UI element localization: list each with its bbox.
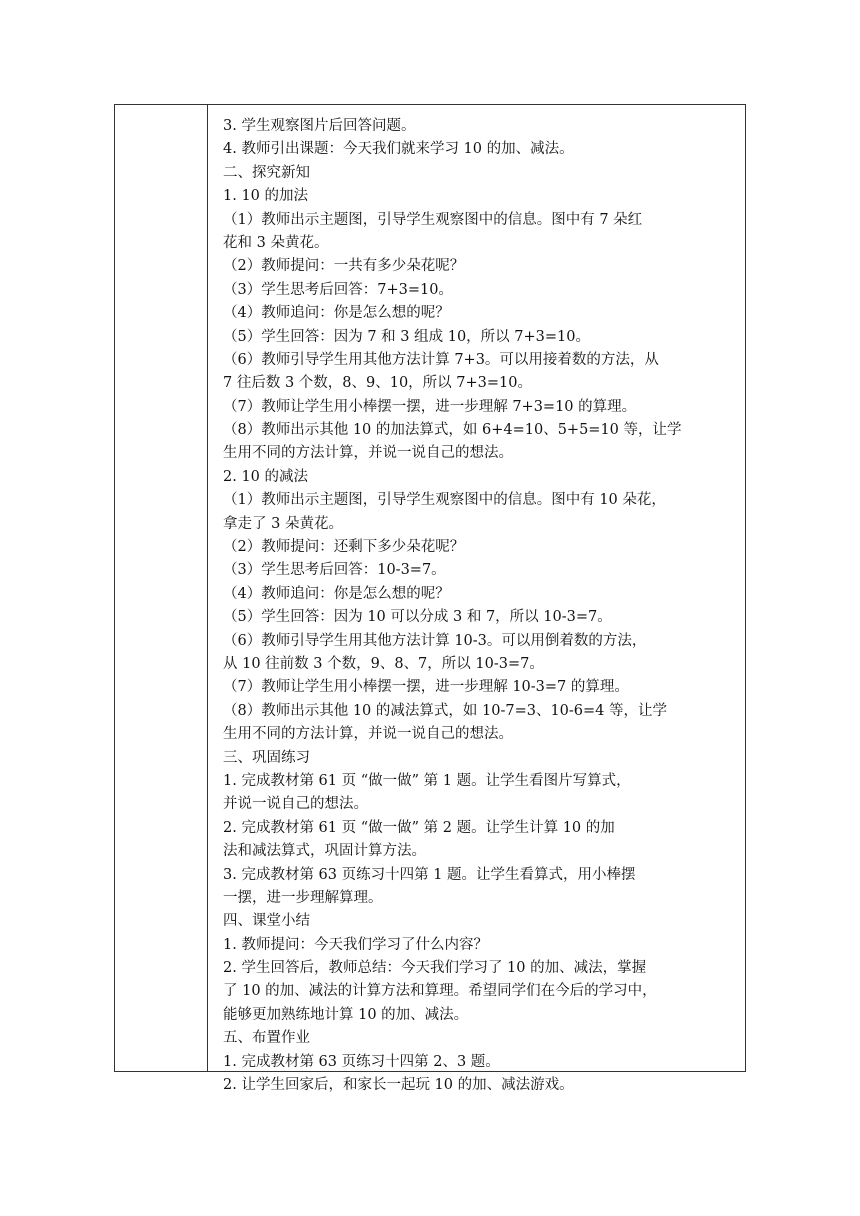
content-line: 2. 完成教材第 61 页 “做一做” 第 2 题。让学生计算 10 的加 bbox=[223, 819, 615, 836]
lesson-content bbox=[223, 115, 737, 1097]
content-line: （1）教师出示主题图，引导学生观察图中的信息。图中有 10 朵花， bbox=[223, 492, 666, 509]
content-line: 3. 完成教材第 63 页练习十四第 1 题。让学生看算式，用小棒摆 bbox=[223, 866, 636, 883]
subsection-heading: 2. 10 的减法 bbox=[223, 468, 309, 485]
table-content-cell bbox=[116, 105, 745, 1094]
content-line: 1. 完成教材第 61 页 “做一做” 第 1 题。让学生看图片写算式， bbox=[223, 772, 631, 789]
content-line: （2）教师提问：还剩下多少朵花呢？ bbox=[223, 539, 465, 556]
section-heading: 二、探究新知 bbox=[223, 164, 310, 181]
content-line: （4）教师追问：你是怎么想的呢？ bbox=[223, 585, 450, 602]
subsection-heading: 1. 10 的加法 bbox=[223, 188, 309, 205]
content-line: （6）教师引导学生用其他方法计算 7+3。可以用接着数的方法，从 bbox=[223, 351, 659, 368]
content-line: 花和 3 朵黄花。 bbox=[223, 234, 329, 251]
content-line: （5）学生回答：因为 7 和 3 组成 10，所以 7+3=10。 bbox=[223, 328, 590, 345]
content-line: 2. 学生回答后，教师总结：今天我们学习了 10 的加、减法，掌握 bbox=[223, 960, 647, 977]
content-line: （1）教师出示主题图，引导学生观察图中的信息。图中有 7 朵红 bbox=[223, 211, 643, 228]
content-line: 3. 学生观察图片后回答问题。 bbox=[223, 118, 416, 134]
content-line: 1. 完成教材第 63 页练习十四第 2、3 题。 bbox=[223, 1053, 500, 1070]
content-line: 能够更加熟练地计算 10 的加、减法。 bbox=[223, 1006, 469, 1023]
content-line: 生用不同的方法计算，并说一说自己的想法。 bbox=[223, 445, 513, 462]
content-line: （7）教师让学生用小棒摆一摆，进一步理解 10-3=7 的算理。 bbox=[223, 679, 629, 696]
content-line: 拿走了 3 朵黄花。 bbox=[223, 515, 343, 532]
content-line: （5）学生回答：因为 10 可以分成 3 和 7，所以 10-3=7。 bbox=[223, 609, 612, 626]
section-heading: 五、布置作业 bbox=[223, 1030, 310, 1047]
content-line: （4）教师追问：你是怎么想的呢？ bbox=[223, 305, 450, 322]
content-line: 生用不同的方法计算，并说一说自己的想法。 bbox=[223, 726, 513, 743]
content-line: （6）教师引导学生用其他方法计算 10-3。可以用倒着数的方法， bbox=[223, 632, 647, 649]
content-line: 从 10 往前数 3 个数，9、8、7，所以 10-3=7。 bbox=[223, 655, 544, 672]
section-heading: 四、课堂小结 bbox=[223, 913, 310, 930]
content-line: 1. 教师提问：今天我们学习了什么内容？ bbox=[223, 936, 488, 953]
lesson-plan-table bbox=[114, 104, 746, 1094]
content-line: （2）教师提问：一共有多少朵花呢？ bbox=[223, 258, 465, 275]
section-heading: 三、巩固练习 bbox=[223, 749, 310, 766]
content-line: （7）教师让学生用小棒摆一摆，进一步理解 7+3=10 的算理。 bbox=[223, 398, 637, 415]
content-line: 7 往后数 3 个数，8、9、10，所以 7+3=10。 bbox=[223, 375, 532, 392]
content-line: 一摆，进一步理解算理。 bbox=[223, 889, 383, 906]
content-line: （8）教师出示其他 10 的减法算式，如 10-7=3、10-6=4 等，让学 bbox=[223, 702, 668, 719]
content-line: 法和减法算式，巩固计算方法。 bbox=[223, 843, 426, 860]
content-line: 并说一说自己的想法。 bbox=[223, 796, 368, 813]
content-line: 2. 让学生回家后，和家长一起玩 10 的加、减法游戏。 bbox=[223, 1077, 574, 1094]
content-line: （8）教师出示其他 10 的加法算式，如 6+4=10、5+5=10 等，让学 bbox=[223, 422, 682, 439]
content-line: （3）学生思考后回答：10-3=7。 bbox=[223, 562, 446, 579]
content-line: 了 10 的加、减法的计算方法和算理。希望同学们在今后的学习中， bbox=[223, 983, 657, 1000]
content-line: （3）学生思考后回答：7+3=10。 bbox=[223, 281, 453, 298]
content-line: 4. 教师引出课题：今天我们就来学习 10 的加、减法。 bbox=[223, 141, 574, 158]
